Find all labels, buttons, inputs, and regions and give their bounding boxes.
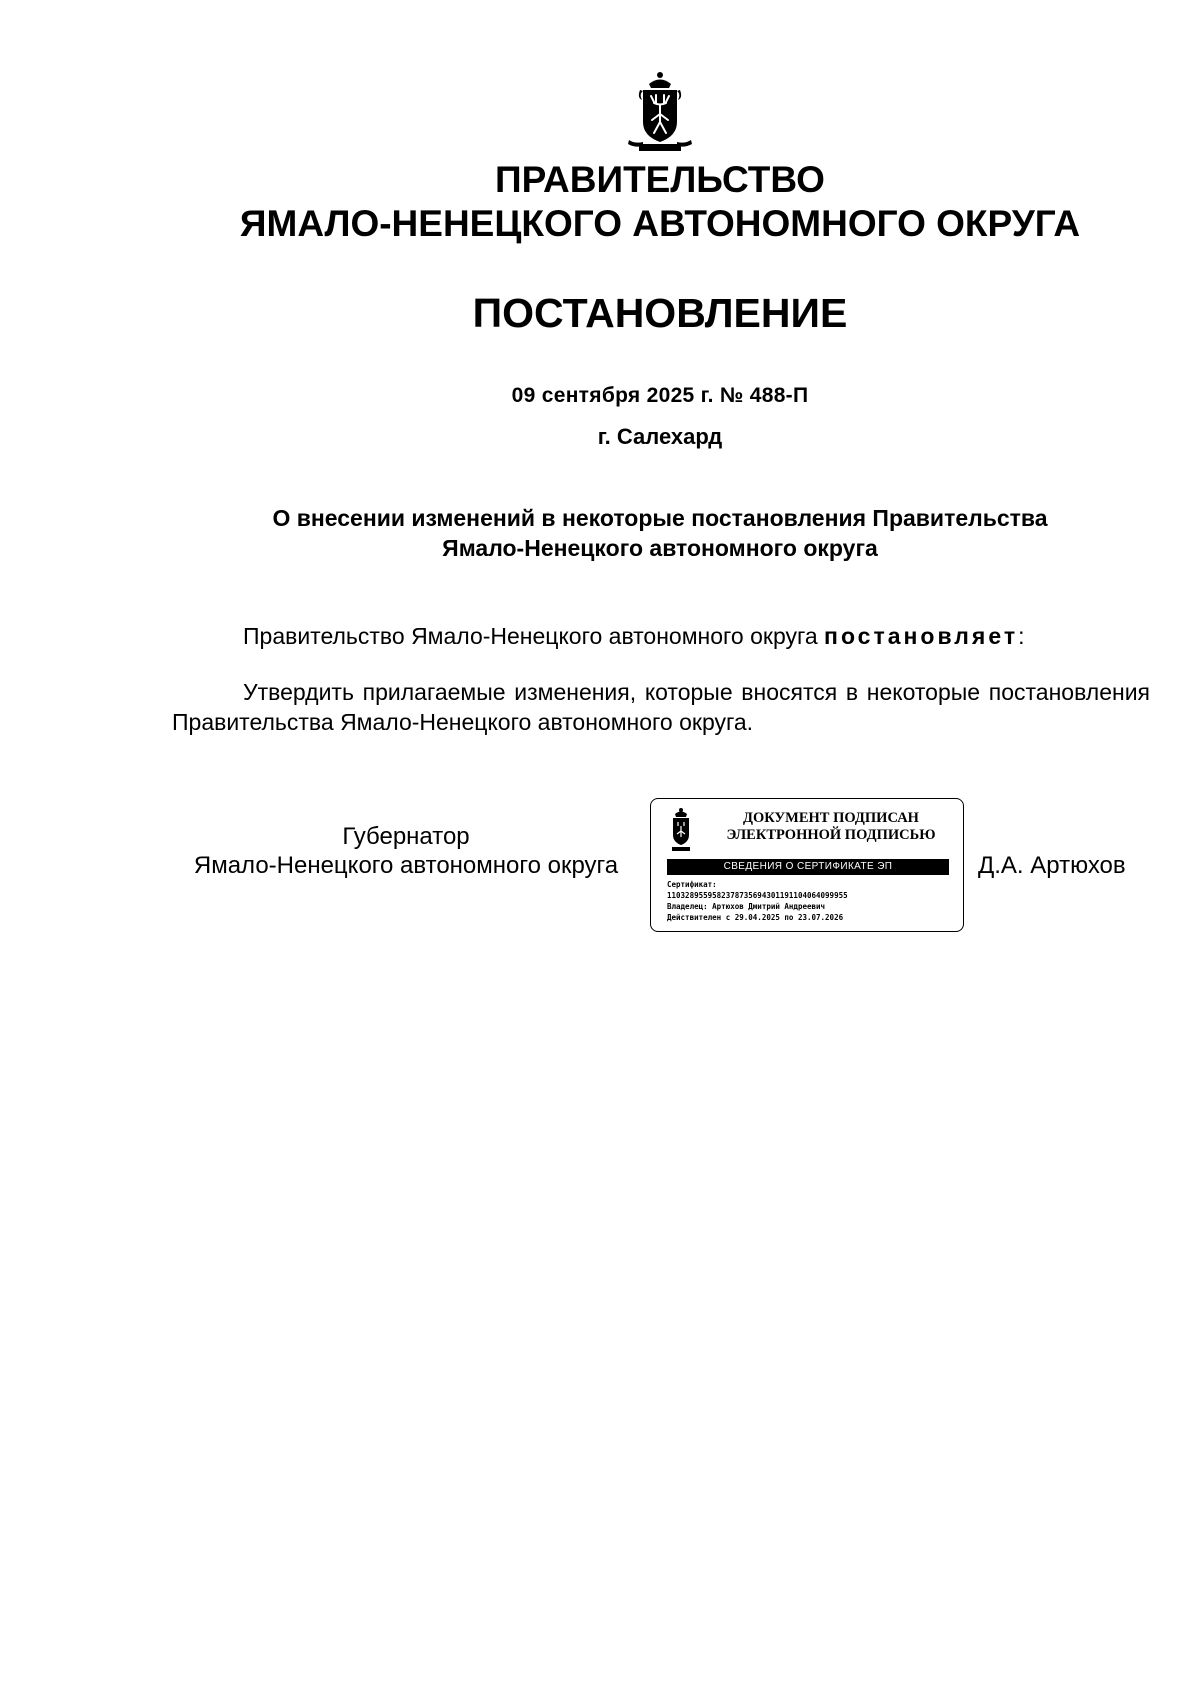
certificate-owner: Владелец: Артюхов Дмитрий Андреевич: [667, 902, 826, 911]
stamp-heading-line2: ЭЛЕКТРОННОЙ ПОДПИСЬЮ: [726, 827, 936, 843]
document-type: ПОСТАНОВЛЕНИЕ: [472, 290, 848, 336]
signer-position-line2: Ямало-Ненецкого автономного округа: [193, 852, 619, 879]
government-title-line1: ПРАВИТЕЛЬСТВО: [495, 159, 825, 200]
document-subject: [200, 503, 1120, 563]
coat-of-arms-icon: [625, 70, 695, 154]
subject-line2: Ямало-Ненецкого автономного округа: [442, 535, 878, 561]
intro-paragraph: [172, 621, 1150, 651]
intro-keyword: постановляет: [824, 623, 1019, 649]
stamp-heading-line1: ДОКУМЕНТ ПОДПИСАН: [743, 810, 919, 826]
government-title-line2: ЯМАЛО-НЕНЕЦКОГО АВТОНОМНОГО ОКРУГА: [239, 203, 1081, 244]
subject-line1: О внесении изменений в некоторые постановления Правительства: [272, 505, 1048, 531]
electronic-signature-stamp: [650, 798, 964, 932]
signer-position-line1: Губернатор: [342, 823, 470, 850]
certificate-info-bar: СВЕДЕНИЯ О СЕРТИФИКАТЕ ЭП: [667, 859, 949, 875]
certificate-details: [667, 879, 952, 923]
stamp-coat-of-arms-icon: [667, 807, 695, 853]
document-date-number: 09 сентября 2025 г. № 488-П: [511, 384, 809, 407]
signer-name: Д.А. Артюхов: [978, 852, 1126, 879]
intro-suffix: :: [1018, 623, 1025, 649]
decision-paragraph: Утвердить прилагаемые изменения, которые вносятся в некоторые постановления Правительства Ямало-Ненецкого автономного округа.: [172, 679, 1150, 735]
stamp-heading: [711, 810, 951, 844]
document-city: г. Салехард: [597, 424, 723, 449]
certificate-label: Сертификат:: [667, 880, 717, 889]
certificate-number: 1103289559582378735694301191104064099955: [667, 891, 848, 900]
certificate-validity: Действителен с 29.04.2025 по 23.07.2026: [667, 913, 844, 922]
signer-position: [172, 822, 640, 880]
intro-prefix: Правительство Ямало-Ненецкого автономного округа: [243, 623, 825, 649]
